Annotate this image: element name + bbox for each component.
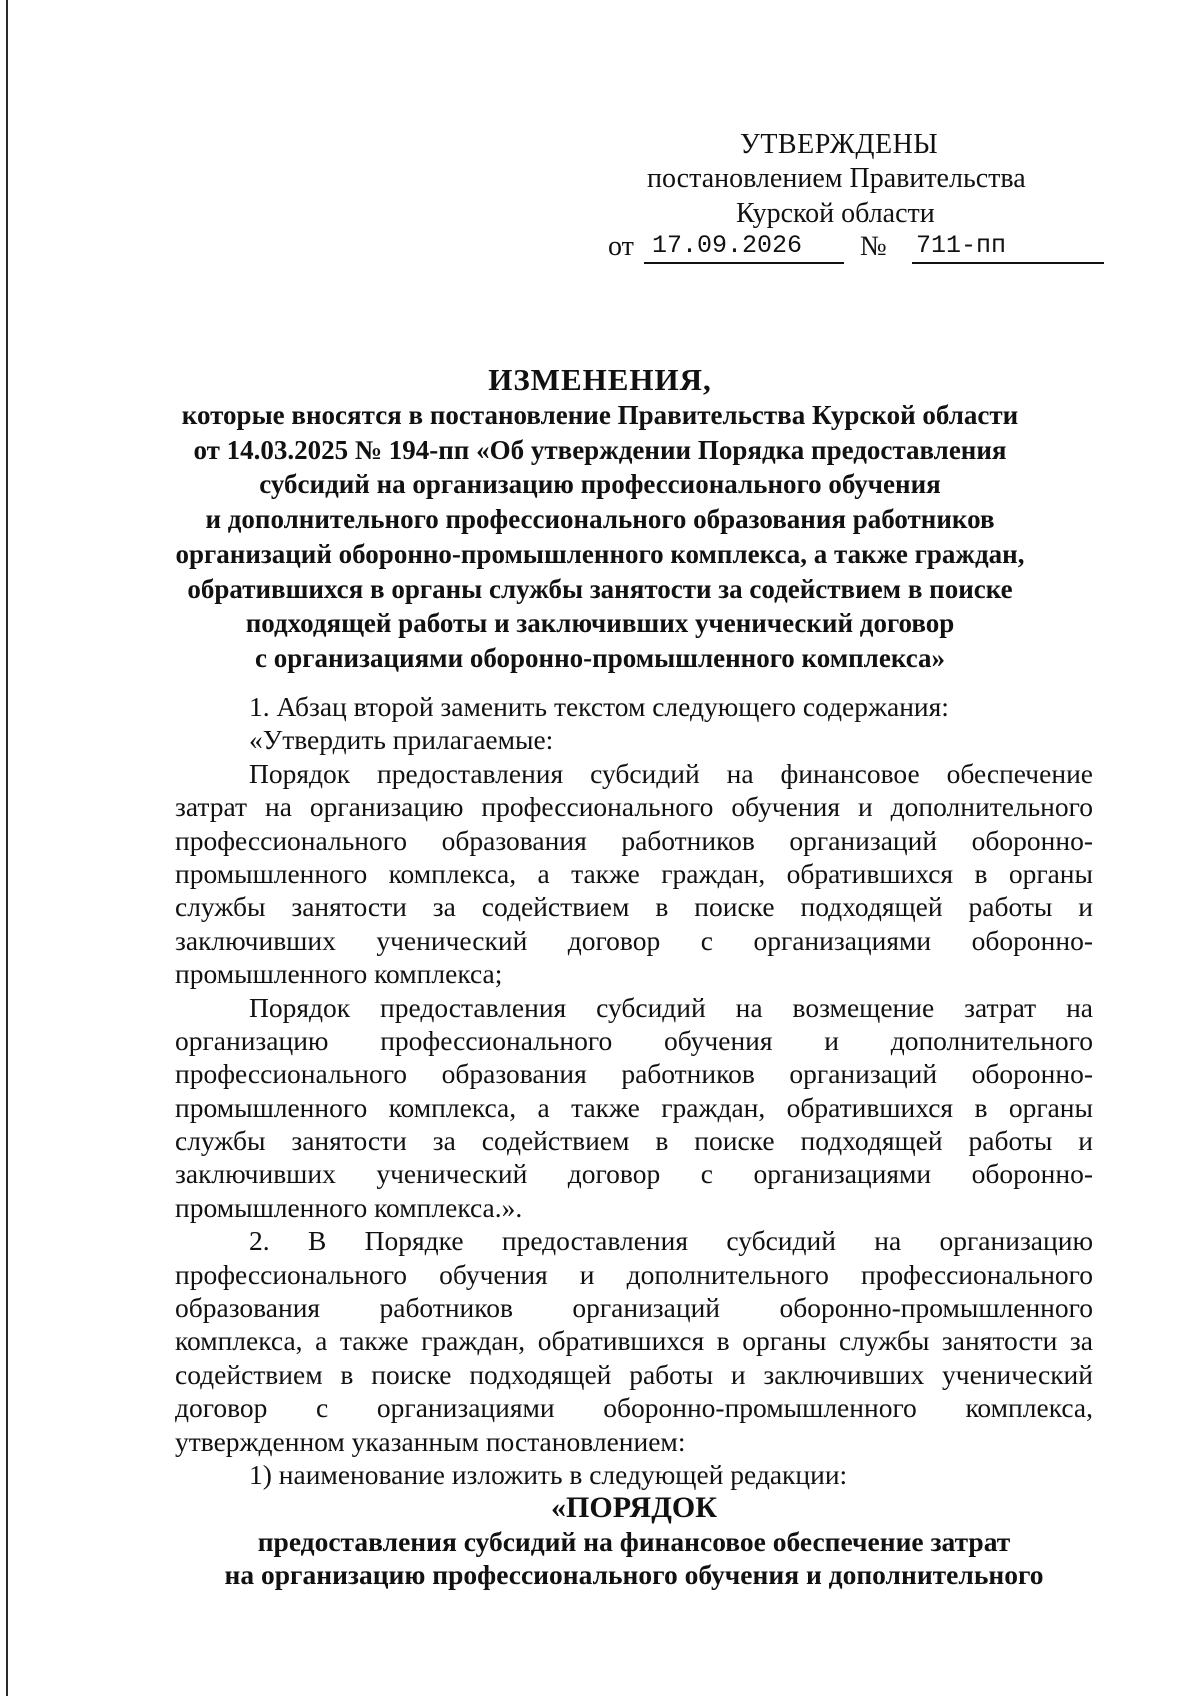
body-line: профессионального обучения и дополнительного профессионального — [175, 1258, 1093, 1290]
subheading-line: обратившихся в органы службы занятости за содействием в поиске — [187, 573, 1013, 604]
section-subheading-line: предоставления субсидий на финансовое обеспечение затрат — [257, 1525, 1011, 1557]
subheading-line: от 14.03.2025 № 194-пп «Об утверждении Порядка предоставления — [193, 434, 1007, 465]
date-value: 17.09.2026 — [644, 230, 844, 264]
section-heading: «ПОРЯДОК — [551, 1491, 717, 1525]
date-prefix: от — [608, 231, 634, 262]
body-line: промышленного комплекса.». — [175, 1191, 523, 1223]
body-line: службы занятости за содействием в поиске подходящей работы и — [175, 1125, 1093, 1157]
body-line: договор с организациями оборонно-промышленного комплекса, — [175, 1392, 1093, 1424]
approval-title: УТВЕРЖДЕНЫ — [740, 129, 939, 160]
scan-edge-line — [6, 0, 8, 1696]
subheading-line: субсидий на организацию профессионального обучения — [259, 469, 941, 500]
section-subheading-line: на организацию профессионального обучения и дополнительного — [224, 1559, 1044, 1591]
body-line: 1. Абзац второй заменить текстом следующего содержания: — [249, 691, 949, 722]
document-body — [175, 690, 1093, 1592]
body-line: промышленного комплекса; — [175, 958, 503, 990]
body-line: «Утвердить прилагаемые: — [249, 724, 554, 756]
body-line: организацию профессионального обучения и дополнительного — [175, 1024, 1093, 1056]
body-line: содействием в поиске подходящей работы и заключивших ученический — [175, 1358, 1093, 1390]
body-line: промышленного комплекса, а также граждан, обратившихся в органы — [175, 1091, 1093, 1123]
body-line: 2. В Порядке предоставления субсидий на организацию — [249, 1225, 1093, 1257]
document-heading: ИЗМЕНЕНИЯ, — [488, 362, 712, 397]
subheading-line: и дополнительного профессионального образования работников — [205, 504, 995, 535]
body-line: службы занятости за содействием в поиске подходящей работы и — [175, 891, 1093, 923]
body-line: профессионального образования работников организаций оборонно- — [175, 824, 1093, 856]
body-line: профессионального образования работников организаций оборонно- — [175, 1058, 1093, 1090]
body-line: заключивших ученический договор с организациями оборонно- — [175, 1158, 1093, 1190]
subheading-line: подходящей работы и заключивших ученический договор — [245, 608, 955, 639]
number-value: 711-пп — [912, 230, 1104, 264]
body-line: затрат на организацию профессионального обучения и дополнительного — [175, 791, 1093, 823]
body-line: утвержденном указанным постановлением: — [175, 1425, 686, 1457]
body-line: промышленного комплекса, а также граждан, обратившихся в органы — [175, 857, 1093, 889]
subheading-line: которые вносятся в постановление Правительства Курской области — [181, 400, 1019, 430]
body-line: Порядок предоставления субсидий на финансовое обеспечение — [249, 757, 1093, 789]
approval-line-1: постановлением Правительства — [647, 163, 1026, 194]
body-line: образования работников организаций оборонно-промышленного — [175, 1292, 1093, 1324]
approval-date-row — [608, 230, 1108, 266]
body-line: заключивших ученический договор с организациями оборонно- — [175, 924, 1093, 956]
document-title-block — [150, 362, 1050, 676]
number-prefix: № — [860, 231, 887, 262]
body-line: Порядок предоставления субсидий на возмещение затрат на — [249, 991, 1093, 1023]
subheading-line: организаций оборонно-промышленного комплекса, а также граждан, — [175, 538, 1025, 569]
body-line: 1) наименование изложить в следующей редакции: — [249, 1458, 848, 1490]
approval-line-2: Курской области — [736, 198, 935, 229]
body-line: комплекса, а также граждан, обратившихся в органы службы занятости за — [175, 1325, 1093, 1357]
subheading-line: с организациями оборонно-промышленного комплекса» — [254, 642, 946, 673]
